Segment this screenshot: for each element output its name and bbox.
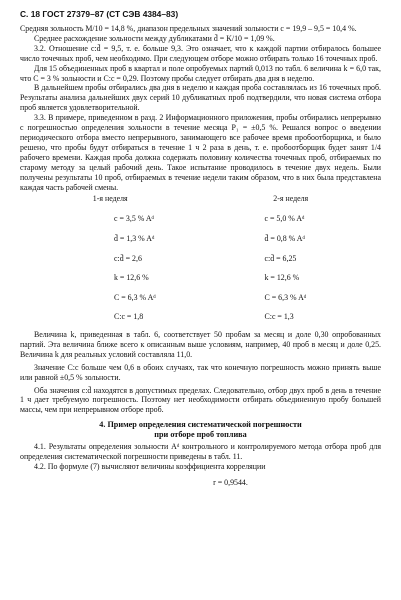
week-1-row: C = 6,3 % Aᵈ — [114, 292, 156, 302]
paragraph-4-1: 4.1. Результаты определения зольности Aᵈ контрольного и контролируемого метода отбора проб для определения систематической погрешности приведены в табл. 11. — [20, 442, 381, 462]
paragraph-further-sampling: В дальнейшем пробы отбирались два дня в неделю и каждая проба составлялась из 16 точечных проб. Результаты анализа дальнейших двух серий 10 дубликатных проб подтвердили, что новая система отбора проб является удовлетворительной. — [20, 83, 381, 113]
week-1-row: k = 12,6 % — [114, 273, 149, 283]
section-4-subtitle: при отборе проб топлива — [154, 430, 247, 440]
week-1-row: c = 3,5 % Aᵈ — [114, 214, 154, 224]
paragraph-3-3: 3.3. В примере, приведенном в разд. 2 Информационного приложения, пробы отбирались непрерывно с погрешностью определения зольности в течение месяца P₁ = ±0,5 %. Решался вопрос о введении периодического отбора вместо непрерывного, занимающего все рабочее время пробоотборщика, и было решено, что пробы будут отбираться в течение 1 ч 2 раза в день, т. е. пробоотборщик будет занят 1/4 рабочего времени. Каждая проба должна содержать половину количества точечных проб, отбираемых по старому методу за целый рабочий день. Такое испытание проводилось в течение двух недель. Были получены результаты 10 проб, отбираемых в течение недели таким образом, что в них была представлена каждая часть рабочей смены. — [20, 113, 381, 192]
week-2-row: c:d̄ = 6,25 — [264, 253, 297, 263]
paragraph-mean-difference: Среднее расхождение зольности между дубликатами d̄ = K/10 = 1,09 %. — [34, 33, 275, 43]
week-2-title: 2-я неделя — [273, 194, 309, 204]
paragraph-15-samples: Для 15 объединенных проб в квартал и поле опробуемых партий 0,013 по табл. 6 величина k = 6,0 так, что C = 3 % зольности и C:c = 0,29. Поэтому пробы следует отбирать два дня в неделю. — [20, 63, 381, 83]
section-4-heading — [20, 420, 381, 440]
week-2-row: c = 5,0 % Aᵈ — [264, 214, 305, 224]
week-1-title: 1-я неделя — [92, 194, 128, 204]
week-1-row: C:c = 1,8 — [114, 312, 144, 322]
week-2-row: C = 6,3 % Aᵈ — [264, 292, 307, 302]
paragraph-k-value: Величина k, приведенная в табл. 6, соответствует 50 пробам за месяц и доле 0,30 опробованных партий. Эта величина ближе всего к описанным выше условиям, например, 40 проб в месяц и доле 0,25. Величина k для реальных условий составляла 11,0. — [20, 329, 381, 359]
week-2-row: k = 12,6 % — [264, 273, 300, 283]
weekly-results — [20, 194, 381, 327]
section-4-title: 4. Пример определения систематической погрешности — [99, 420, 302, 430]
week-2-row: d̄ = 0,8 % Aᵈ — [264, 234, 305, 243]
week-1-column — [20, 194, 201, 327]
week-1-row: c:d̄ = 2,6 — [114, 253, 142, 263]
paragraph-conclusion: Оба значения c:d̄ находятся в допустимых пределах. Следовательно, отбор двух проб в день в течение 1 ч дает требуемую погрешность. Поэтому нет необходимости отбирать объединенную пробу большей массы, чем при непрерывном отборе проб. — [20, 385, 381, 415]
page-header: С. 18 ГОСТ 27379–87 (СТ СЭВ 4384–83) — [20, 9, 179, 19]
week-2-column — [201, 194, 382, 327]
paragraph-4-2: 4.2. По формуле (7) вычисляют величины коэффициента корреляции — [34, 462, 266, 472]
correlation-formula: r = 0,9544. — [213, 477, 248, 487]
paragraph-3-2: 3.2. Отношение c:d̄ = 9,5, т. е. больше 9,3. Это означает, что к каждой партии отбиралось большее число точечных проб, чем необходимо. При следующем отборе можно отбирать только 16 точечных проб. — [20, 43, 381, 63]
paragraph-c-ratio: Значение C:c больше чем 0,6 в обоих случаях, так что конечную погрешность можно принять выше или равной ±0,5 % зольности. — [20, 362, 381, 382]
week-2-row: C:c = 1,3 — [264, 312, 294, 322]
week-1-row: d̄ = 1,3 % Aᵈ — [114, 234, 155, 243]
paragraph-mean-ash: Средняя зольность М/10 = 14,8 %, диапазон предельных значений зольности с = 19,9 – 9,5 = 10,4 %. — [20, 24, 357, 33]
